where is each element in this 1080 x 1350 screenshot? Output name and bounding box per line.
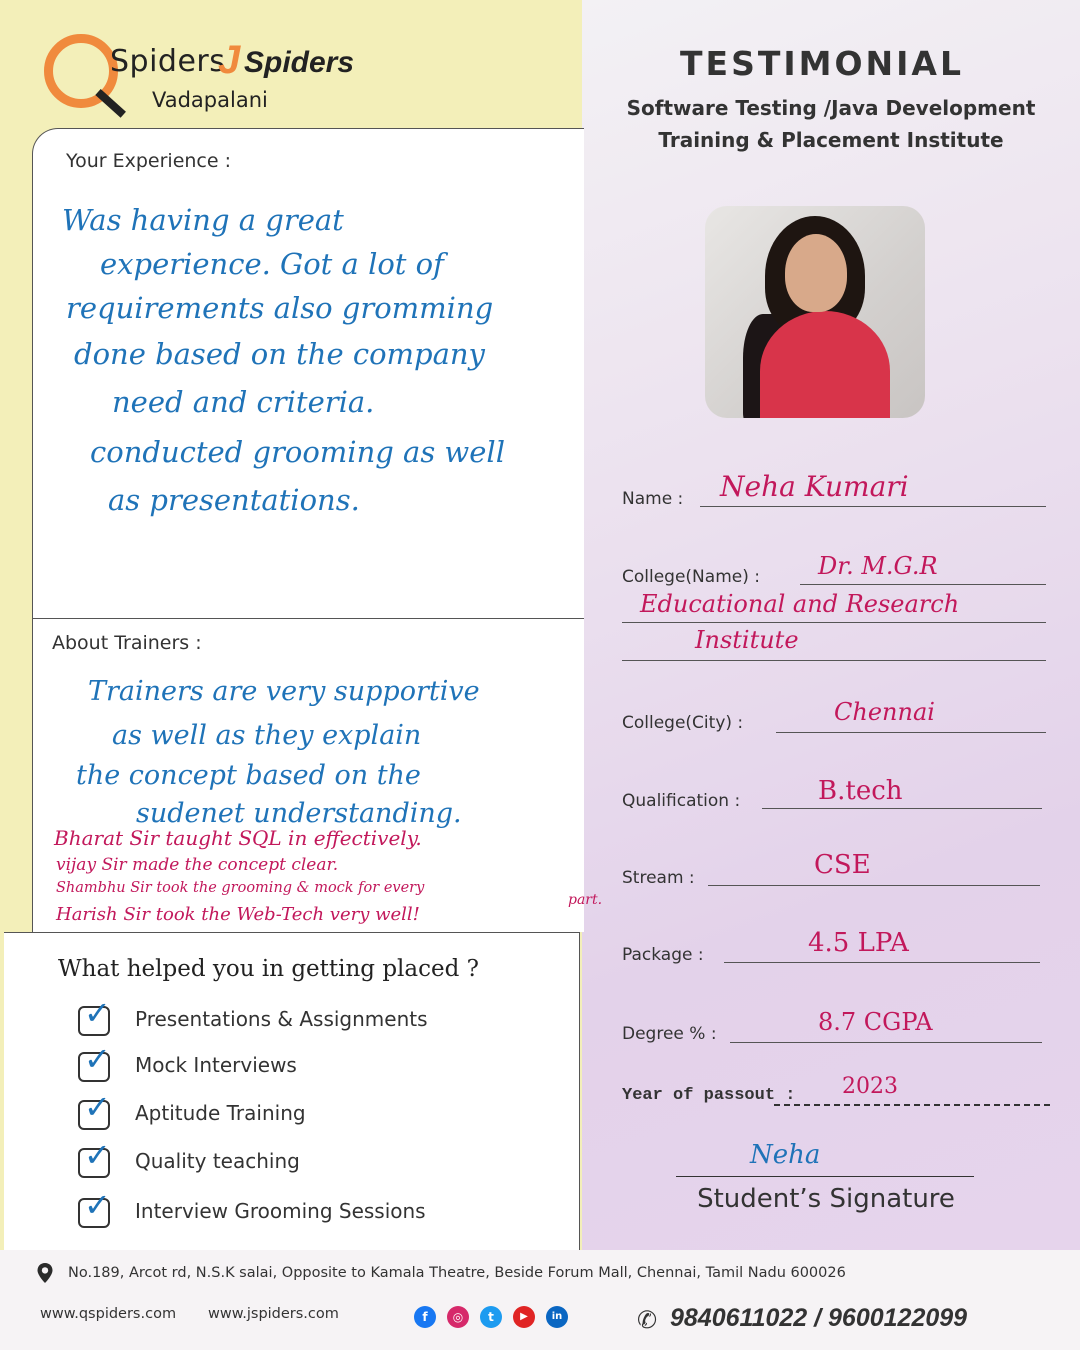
stream-value: CSE [814,850,871,880]
qualification-value: B.tech [818,776,903,806]
stream-label: Stream : [622,868,695,888]
qualification-label: Qualification : [622,791,741,811]
check-icon: ✓ [84,994,111,1032]
trainers-line: Trainers are very supportive [88,676,480,707]
instagram-icon[interactable]: ◎ [447,1306,469,1328]
degree-value: 8.7 CGPA [818,1008,933,1036]
brand-branch: Vadapalani [152,88,268,112]
name-label: Name : [622,489,684,509]
facebook-icon[interactable]: f [414,1306,436,1328]
q-logo-tail [95,89,126,118]
checklist-label: Presentations & Assignments [135,1007,428,1031]
trainers-line: sudenet understanding. [136,798,462,829]
check-icon: ✓ [84,1186,111,1224]
twitter-icon[interactable]: t [480,1306,502,1328]
brand-name-qspiders: Spiders [110,44,226,79]
phone-icon: ✆ [637,1306,658,1334]
experience-line: as presentations. [108,483,360,517]
signature-scribble: Neha [750,1140,821,1170]
signature-line [676,1176,974,1177]
experience-line: requirements also gromming [66,291,494,325]
degree-line [730,1042,1042,1043]
year-label: Year of passout : [622,1086,796,1105]
college-name-line [800,584,1046,585]
qualification-line [762,808,1042,809]
trainers-line: the concept based on the [76,760,421,791]
brand-logo [40,30,390,120]
website-jspiders[interactable]: www.jspiders.com [208,1306,339,1322]
brand-name-jspiders: Spiders [244,46,355,79]
package-value: 4.5 LPA [808,928,909,958]
package-line [724,962,1040,963]
year-value: 2023 [842,1074,898,1099]
college-name-value-3: Institute [695,626,799,654]
trainers-line: as well as they explain [112,720,422,751]
checklist-item-mock-interviews[interactable] [78,1040,538,1086]
checklist-label: Quality teaching [135,1149,300,1173]
check-icon: ✓ [84,1136,111,1174]
check-icon: ✓ [84,1088,111,1126]
checklist-label: Mock Interviews [135,1053,297,1077]
experience-label: Your Experience : [66,150,231,172]
trainer-note: Harish Sir took the Web-Tech very well! [56,904,420,925]
experience-line: conducted grooming as well [90,435,505,469]
checklist-item-interview-grooming[interactable] [78,1186,538,1232]
checklist-label: Interview Grooming Sessions [135,1199,426,1223]
experience-line: Was having a great [62,203,344,237]
page-title: TESTIMONIAL [680,44,964,83]
checklist-item-presentations[interactable] [78,994,538,1040]
helped-title: What helped you in getting placed ? [58,956,479,982]
trainer-note: Bharat Sir taught SQL in effectively. [54,826,422,850]
college-name-label: College(Name) : [622,567,760,587]
photo-face [785,234,847,312]
photo-body [760,311,890,418]
signature-label: Student’s Signature [697,1184,955,1214]
college-name-value-2: Educational and Research [640,590,960,618]
checklist-label: Aptitude Training [135,1101,306,1125]
location-pin-icon [36,1262,54,1284]
right-column-background [582,0,1080,1250]
experience-line: need and criteria. [112,385,375,419]
youtube-icon[interactable]: ▶ [513,1306,535,1328]
stream-line [708,885,1040,886]
trainers-label: About Trainers : [52,632,202,654]
brand-letter-j: J [218,38,241,82]
college-name-line-2 [622,622,1046,623]
linkedin-icon[interactable]: in [546,1306,568,1328]
college-city-label: College(City) : [622,713,744,733]
address: No.189, Arcot rd, N.S.K salai, Opposite to Kamala Theatre, Beside Forum Mall, Chennai, Tamil Nadu 600026 [68,1265,846,1281]
trainer-note: Shambhu Sir took the grooming & mock for every [56,880,425,896]
student-photo [705,206,925,418]
college-name-line-3 [622,660,1046,661]
website-qspiders[interactable]: www.qspiders.com [40,1306,177,1322]
college-city-line [776,732,1046,733]
trainer-note: part. [568,892,603,908]
check-icon: ✓ [84,1040,111,1078]
trainer-note: vijay Sir made the concept clear. [56,855,339,875]
college-city-value: Chennai [834,698,935,726]
college-name-value-1: Dr. M.G.R [818,552,938,580]
experience-line: experience. Got a lot of [100,247,444,281]
degree-label: Degree % : [622,1024,717,1044]
phone-numbers[interactable]: 9840611022 / 9600122099 [670,1304,968,1332]
year-line [774,1104,1050,1106]
name-line [700,506,1046,507]
checklist-item-quality-teaching[interactable] [78,1136,538,1182]
checklist-item-aptitude[interactable] [78,1088,538,1134]
package-label: Package : [622,945,704,965]
subtitle-line-1: Software Testing /Java Development [626,96,1036,120]
name-value: Neha Kumari [720,470,909,503]
experience-line: done based on the company [74,337,485,371]
subtitle-line-2: Training & Placement Institute [658,128,1004,152]
